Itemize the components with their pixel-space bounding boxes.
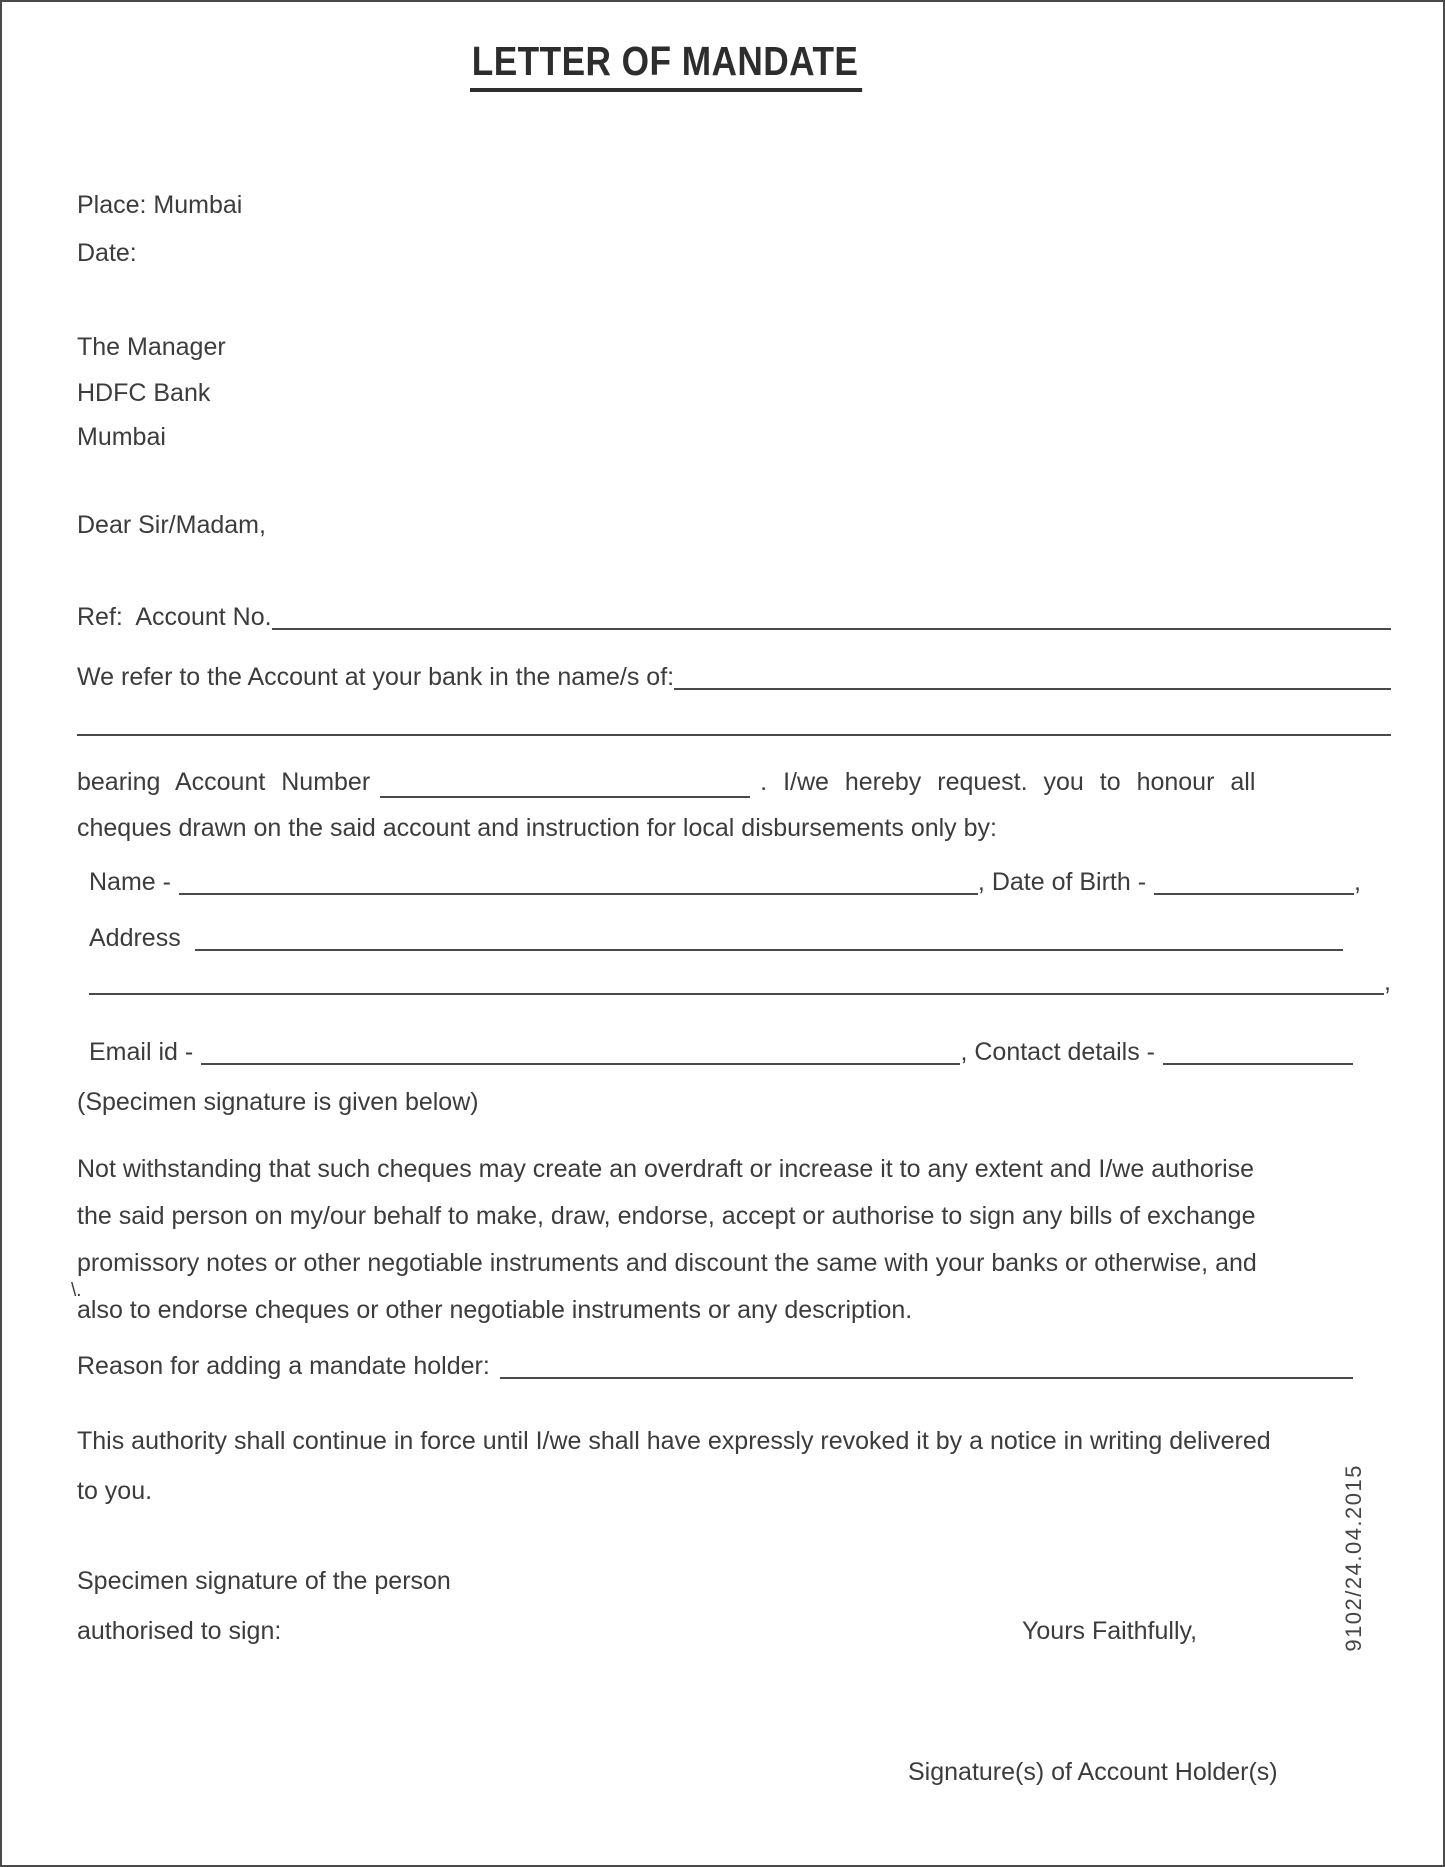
authority-line: to you.: [77, 1477, 153, 1505]
email-label: Email id -: [89, 1038, 194, 1066]
date-of-birth-field[interactable]: [1154, 893, 1354, 895]
addressee-line: Mumbai: [77, 423, 166, 451]
addressee-line: The Manager: [77, 333, 226, 361]
name-label: Name -: [89, 868, 171, 896]
address-row: [77, 922, 1391, 954]
refer-label: We refer to the Account at your bank in the name/s of:: [77, 663, 675, 691]
signature-of-account-holders-label: Signature(s) of Account Holder(s): [908, 1758, 1278, 1786]
dob-label: , Date of Birth -: [977, 868, 1147, 896]
salutation: Dear Sir/Madam,: [77, 511, 266, 539]
yours-faithfully-label: Yours Faithfully,: [1022, 1617, 1198, 1645]
account-holder-name-field[interactable]: [674, 688, 1391, 690]
page-title: LETTER OF MANDATE: [470, 38, 862, 92]
ref-account-label: Ref: Account No.: [77, 603, 272, 631]
addressee-line: HDFC Bank: [77, 379, 211, 407]
reason-row: [77, 1350, 1391, 1382]
specimen-signature-label-line1: Specimen signature of the person: [77, 1567, 451, 1595]
authority-line: This authority shall continue in force until I/we shall have expressly revoked it by a notice in writing delivered: [77, 1427, 1271, 1455]
reason-label: Reason for adding a mandate holder:: [77, 1352, 490, 1380]
bearing-label-pre: bearing Account Number: [77, 768, 371, 796]
bearing-account-row: [77, 766, 1391, 798]
name-dob-row: [77, 866, 1391, 898]
paragraph-line: promissory notes or other negotiable instruments and discount the same with your banks or otherwise, and: [77, 1249, 1257, 1277]
trailing-comma: ,: [1384, 968, 1391, 996]
stray-scan-mark: \.: [71, 1280, 82, 1301]
email-contact-row: [77, 1036, 1391, 1068]
form-reference-code: 9102/24.04.2015: [1341, 1464, 1366, 1652]
place-label: Place: Mumbai: [77, 191, 243, 219]
bearing-label-post: . I/we hereby request. you to honour all: [760, 768, 1256, 796]
address-continuation-row: [77, 966, 1391, 998]
ref-account-row: [77, 601, 1391, 633]
closing-block: [77, 1556, 1391, 1666]
account-number-field[interactable]: [272, 628, 1391, 630]
address-field-line2[interactable]: [89, 993, 1384, 995]
cheques-instruction-line: cheques drawn on the said account and instruction for local disbursements only by:: [77, 814, 997, 842]
authority-paragraph: [77, 1416, 1391, 1516]
authorisation-paragraph: [71, 1146, 1389, 1334]
contact-details-field[interactable]: [1163, 1063, 1353, 1065]
paragraph-line: Not withstanding that such cheques may create an overdraft or increase it to any extent and I/we authorise: [77, 1155, 1255, 1183]
date-label: Date:: [77, 239, 137, 267]
contact-details-label: , Contact details -: [960, 1038, 1155, 1066]
address-label: Address: [89, 924, 181, 952]
document-body: [2, 189, 1443, 1666]
name-continuation-row: [77, 711, 1391, 739]
account-holder-name-field-line2[interactable]: [77, 734, 1391, 736]
bearing-account-number-field[interactable]: [380, 796, 750, 798]
paragraph-line: also to endorse cheques or other negotiable instruments or any description.: [77, 1296, 913, 1324]
address-field[interactable]: [195, 949, 1343, 951]
mandate-holder-name-field[interactable]: [179, 893, 978, 895]
reason-field[interactable]: [500, 1377, 1353, 1379]
specimen-note: (Specimen signature is given below): [77, 1088, 479, 1116]
refer-row: [77, 661, 1391, 693]
trailing-comma: ,: [1354, 868, 1361, 896]
specimen-signature-label-line2: authorised to sign:: [77, 1617, 282, 1645]
document-header: [470, 38, 1443, 94]
paragraph-line: the said person on my/our behalf to make, draw, endorse, accept or authorise to sign any bills of exchange: [77, 1202, 1256, 1230]
email-field[interactable]: [201, 1063, 960, 1065]
